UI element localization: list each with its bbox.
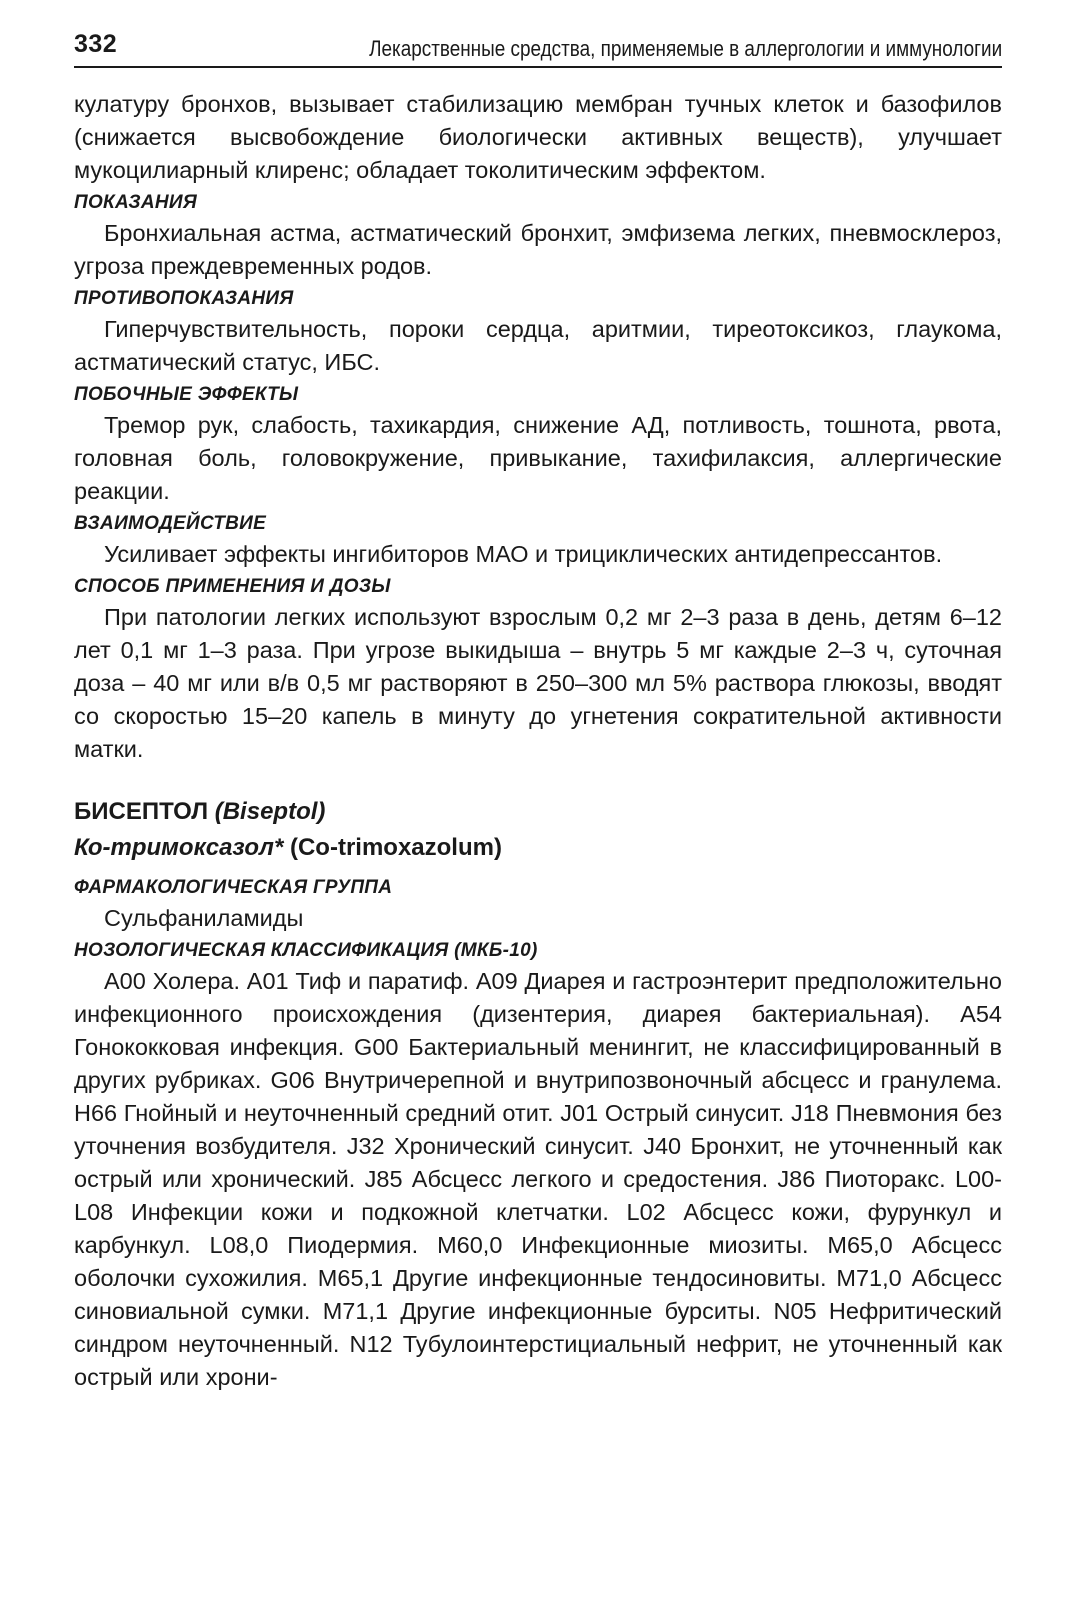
- section-body-contraindications: Гиперчувствительность, пороки сердца, аритмии, тиреотоксикоз, глаукома, астматический статус, ИБС.: [74, 316, 1002, 375]
- intro-paragraph: кулатуру бронхов, вызывает стабилизацию мембран тучных клеток и базофилов (снижается высвобождение биологически активных веществ), улучшает мукоцилиарный клиренс; обладает токолитическим эффектом.: [74, 91, 1002, 183]
- drug-name-line: [74, 794, 1002, 830]
- drug-inn-ru: Ко-тримоксазол*: [74, 834, 284, 861]
- section-body-side-effects: Тремор рук, слабость, тахикардия, снижение АД, потливость, тошнота, рвота, головная боль, головокружение, привыкание, тахифилаксия, аллергические реакции.: [74, 412, 1002, 504]
- section-heading-dosage: СПОСОБ ПРИМЕНЕНИЯ И ДОЗЫ: [74, 576, 391, 597]
- running-header: [74, 30, 1002, 68]
- running-title: Лекарственные средства, применяемые в аллергологии и иммунологии: [368, 36, 1002, 61]
- section-heading-pharm-group: ФАРМАКОЛОГИЧЕСКАЯ ГРУППА: [74, 877, 393, 898]
- section-body-indications: Бронхиальная астма, астматический бронхит, эмфизема легких, пневмосклероз, угроза преждевременных родов.: [74, 220, 1002, 279]
- section-heading-contraindications: ПРОТИВОПОКАЗАНИЯ: [74, 288, 294, 309]
- drug-inn-latin: (Co-trimoxazolum): [289, 834, 502, 861]
- section-heading-side-effects: ПОБОЧНЫЕ ЭФФЕКТЫ: [74, 384, 299, 405]
- section-body-icd10: А00 Холера. А01 Тиф и паратиф. А09 Диарея и гастроэнтерит предположительно инфекционного происхождения (дизентерия, диарея бактериальная). А54 Гонококковая инфекция. G00 Бактериальный менингит, не классифицированный в других рубриках. G06 Внутричерепной и внутрипозвоночный абсцесс и гранулема. Н66 Гнойный и неуточненный средний отит. J01 Острый синусит. J18 Пневмония без уточнения возбудителя. J32 Хронический синусит. J40 Бронхит, не уточненный как острый или хронический. J85 Абсцесс легкого и средостения. J86 Пиоторакс. L00-L08 Инфекции кожи и подкожной клетчатки. L02 Абсцесс кожи, фурункул и карбункул. L08,0 Пиодермия. М60,0 Инфекционные миозиты. М65,0 Абсцесс оболочки сухожилия. М65,1 Другие инфекционные тендосиновиты. М71,0 Абсцесс синовиальной сумки. М71,1 Другие инфекционные бурситы. N05 Нефритический синдром неуточненный. N12 Тубулоинтерстициальный нефрит, не уточненный как острый или хрони-: [74, 968, 1002, 1390]
- section-body-dosage: При патологии легких используют взрослым 0,2 мг 2–3 раза в день, детям 6–12 лет 0,1 мг 1–3 раза. При угрозе выкидыша – внутрь 5 мг каждые 2–3 ч, суточная доза – 40 мг или в/в 0,5 мг растворяют в 250–300 мл 5% раствора глюкозы, вводят со скоростью 15–20 капель в минуту до угнетения сократительной активности матки.: [74, 604, 1002, 762]
- drug-name-latin: (Biseptol): [214, 798, 326, 825]
- section-heading-indications: ПОКАЗАНИЯ: [74, 192, 197, 213]
- drug-title-block: [74, 794, 1002, 866]
- section-body-interaction: Усиливает эффекты ингибиторов МАО и трициклических антидепрессантов.: [104, 541, 943, 567]
- page-number: 332: [74, 30, 118, 58]
- section-heading-icd10: НОЗОЛОГИЧЕСКАЯ КЛАССИФИКАЦИЯ (МКБ-10): [74, 940, 538, 961]
- document-page: [74, 30, 1002, 1394]
- drug-inn-line: [74, 830, 1002, 866]
- page-body: [74, 88, 1002, 1394]
- section-body-pharm-group: Сульфаниламиды: [104, 905, 304, 931]
- drug-name-ru: БИСЕПТОЛ: [74, 798, 209, 825]
- section-heading-interaction: ВЗАИМОДЕЙСТВИЕ: [74, 513, 267, 534]
